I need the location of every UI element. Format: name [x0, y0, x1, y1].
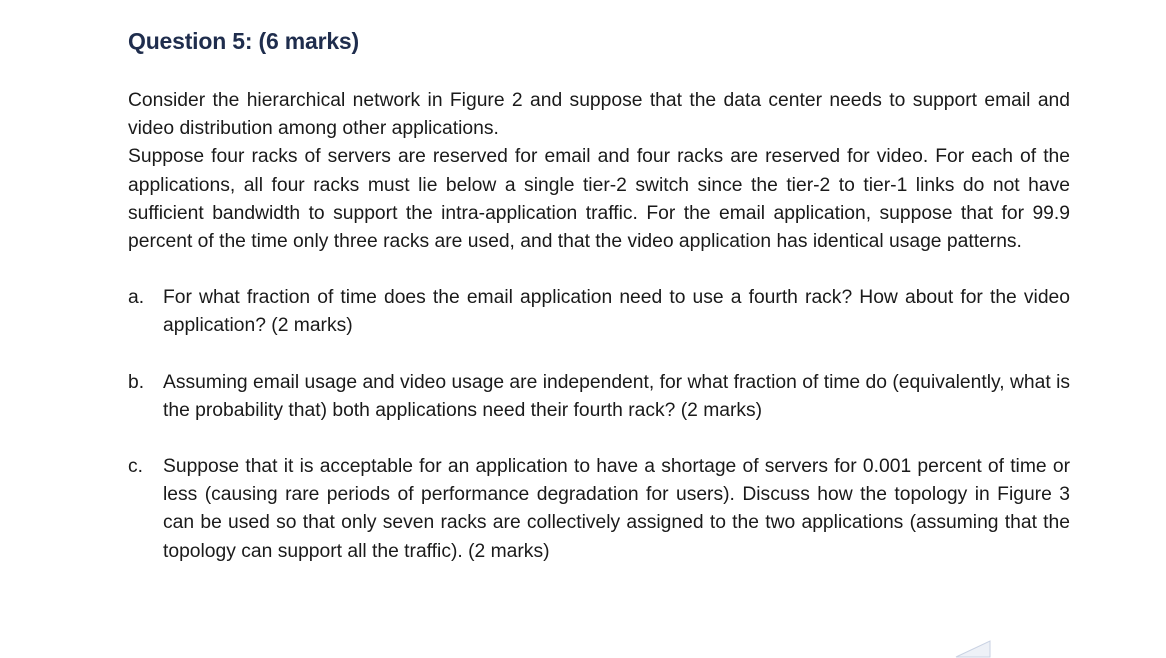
- intro-paragraph-2: Suppose four racks of servers are reserved for email and four racks are reserved for video. For each of the applications, all four racks must lie below a single tier-2 switch since the tier-2 to tier-1 links do not have sufficient bandwidth to support the intra-application traffic. For the email application, suppose that for 99.9 percent of the time only three racks are used, and that the video application has identical usage patterns.: [128, 146, 1070, 253]
- question-parts-list: [128, 284, 1070, 566]
- part-marker: a.: [128, 287, 145, 309]
- part-marker: b.: [128, 371, 145, 393]
- question-title: Question 5: (6 marks): [128, 28, 359, 54]
- list-item: [128, 284, 1070, 340]
- part-a-text: For what fraction of time does the email application need to use a fourth rack? How about for the video application? (2 marks): [163, 287, 1070, 337]
- page-corner-shape: [950, 638, 992, 658]
- part-b-text: Assuming email usage and video usage are independent, for what fraction of time do (equivalently, what is the probability that) both applications need their fourth rack? (2 marks): [163, 371, 1070, 421]
- list-item: [128, 453, 1070, 566]
- question-page: [128, 26, 1070, 594]
- part-c-text: Suppose that it is acceptable for an application to have a shortage of servers for 0.001 percent of time or less (causing rare periods of performance degradation for users). Discuss how the topology in Figure 3 can be used so that only seven racks are collectively assigned to the two applications (assuming that the topology can support all the traffic). (2 marks): [163, 456, 1070, 562]
- part-marker: c.: [128, 456, 143, 478]
- intro-paragraph-1: Consider the hierarchical network in Figure 2 and suppose that the data center needs to support email and video distribution among other applications.: [128, 90, 1070, 140]
- list-item: [128, 369, 1070, 425]
